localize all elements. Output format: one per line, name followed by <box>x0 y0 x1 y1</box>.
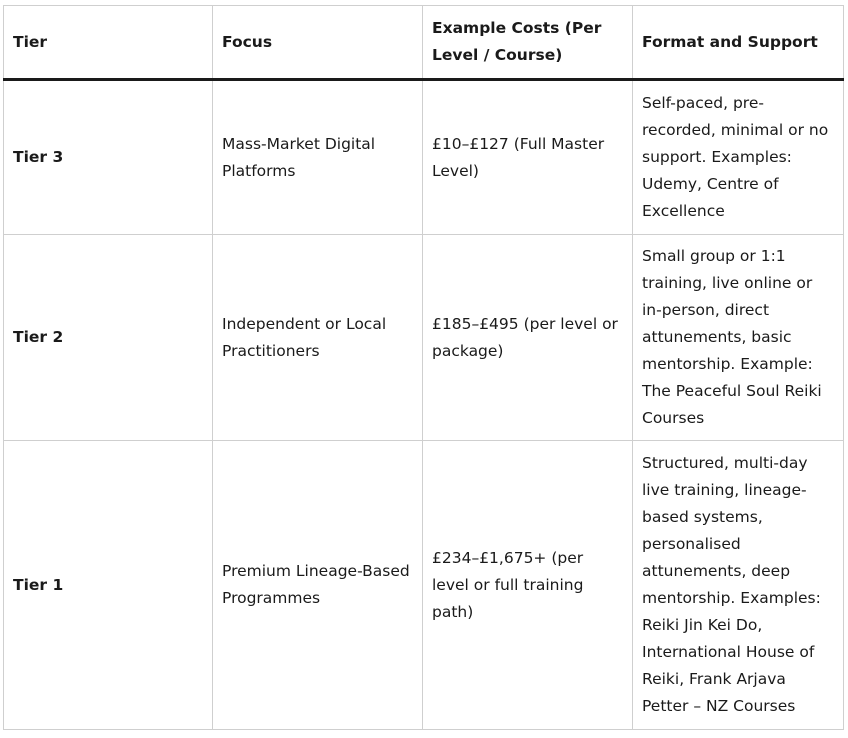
header-format-support: Format and Support <box>633 6 844 80</box>
header-example-costs: Example Costs (Per Level / Course) <box>423 6 633 80</box>
cell-cost: £185–£495 (per level or package) <box>423 235 633 441</box>
table-row <box>4 80 844 235</box>
cell-tier: Tier 1 <box>4 441 213 730</box>
cell-tier: Tier 3 <box>4 80 213 235</box>
cell-format: Small group or 1:1 training, live online or in-person, direct attunements, basic mentorship. Example: The Peaceful Soul Reiki Courses <box>633 235 844 441</box>
cell-cost: £10–£127 (Full Master Level) <box>423 80 633 235</box>
reiki-tier-table-container <box>3 5 844 730</box>
table-header-row <box>4 6 844 80</box>
cell-cost: £234–£1,675+ (per level or full training path) <box>423 441 633 730</box>
cell-focus: Mass-Market Digital Platforms <box>213 80 423 235</box>
cell-focus: Independent or Local Practitioners <box>213 235 423 441</box>
header-focus: Focus <box>213 6 423 80</box>
table-row <box>4 235 844 441</box>
table-row <box>4 441 844 730</box>
reiki-tier-table <box>3 5 844 730</box>
cell-tier: Tier 2 <box>4 235 213 441</box>
header-tier: Tier <box>4 6 213 80</box>
cell-focus: Premium Lineage-Based Programmes <box>213 441 423 730</box>
cell-format: Structured, multi-day live training, lineage-based systems, personalised attunements, deep mentorship. Examples: Reiki Jin Kei Do, International House of Reiki, Frank Arjava Petter – NZ Courses <box>633 441 844 730</box>
cell-format: Self-paced, pre-recorded, minimal or no support. Examples: Udemy, Centre of Excellence <box>633 80 844 235</box>
